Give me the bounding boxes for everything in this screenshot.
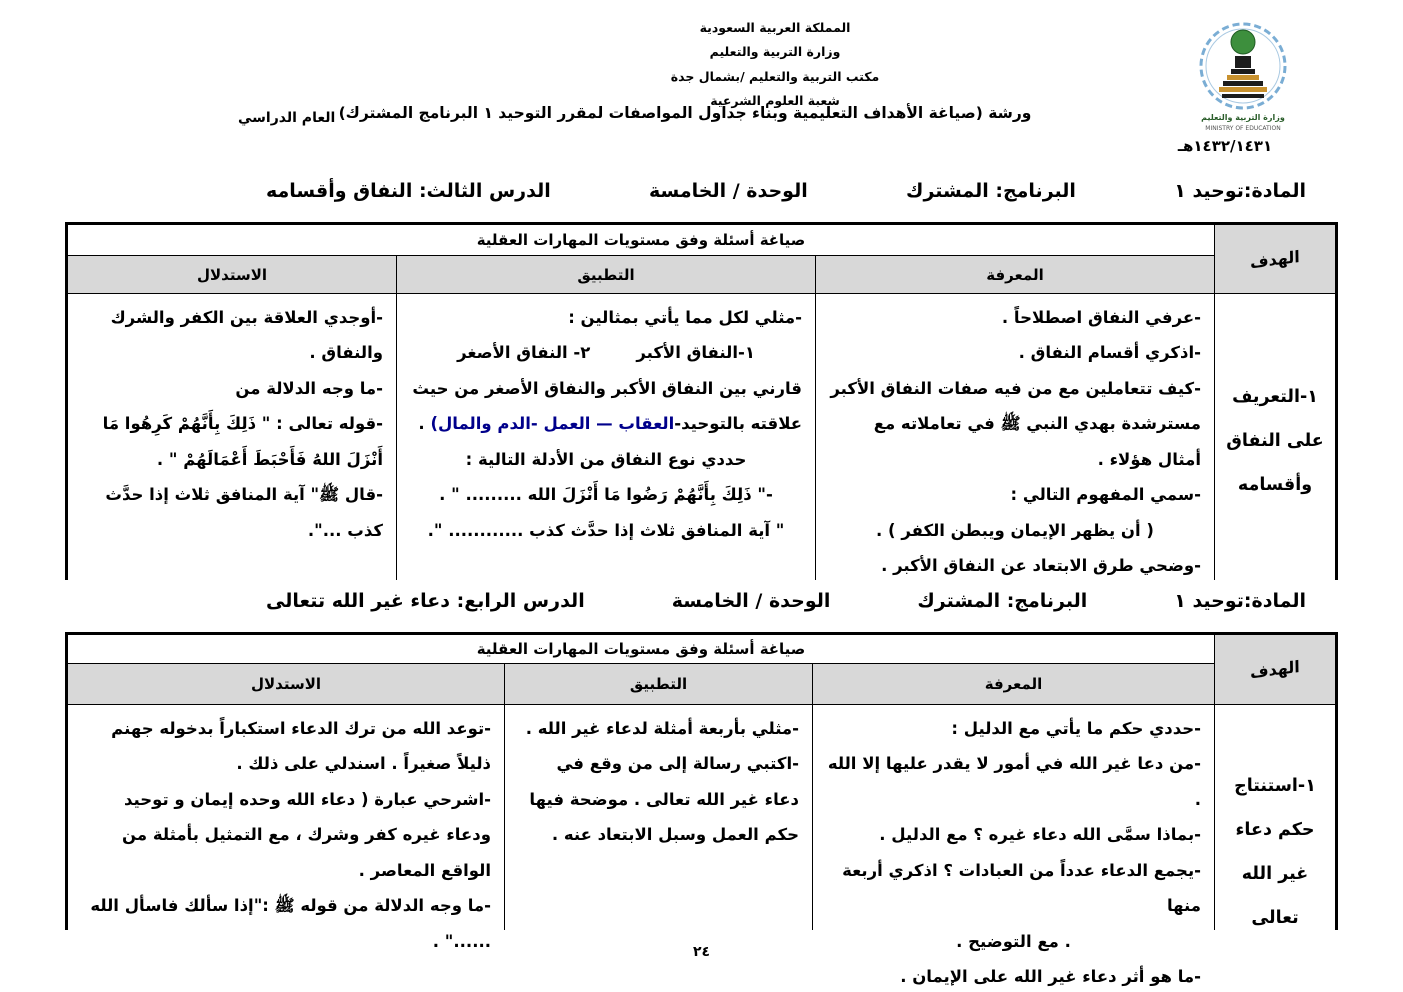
org-line-ministry: وزارة التربية والتعليم xyxy=(709,44,841,60)
org-line-division: شعبة العلوم الشرعية xyxy=(710,93,840,109)
question-line: -بماذا سمَّى الله دعاء غيره ؟ مع الدليل . xyxy=(879,825,1201,845)
lesson-info-line-2 xyxy=(266,590,1306,612)
application-column-header: التطبيق xyxy=(397,256,815,293)
inference-column-header: الاستدلال xyxy=(68,256,396,293)
logo-caption-arabic: وزارة التربية والتعليم xyxy=(1201,113,1285,122)
application-column-header: التطبيق xyxy=(505,664,812,704)
question-line: -اكتبي رسالة إلى من وقع في دعاء غير الله تعالى . موضحة فيها حكم العمل وسبل الابتعاد عنه . xyxy=(529,754,799,845)
question-line: -يجمع الدعاء عدداً من العبادات ؟ اذكري أربعة منها xyxy=(842,860,1201,916)
page-number: ٢٤ xyxy=(692,944,711,960)
org-line-country: المملكة العربية السعودية xyxy=(699,20,851,35)
question-line: -ما هو أثر دعاء غير الله على الإيمان . xyxy=(900,967,1201,987)
inference-column-header: الاستدلال xyxy=(68,664,504,704)
skills-table-lesson-3 xyxy=(65,222,1338,580)
lesson-info-line-1 xyxy=(266,180,1306,202)
question-line: " آية المنافق ثلاث إذا حدَّث كذب ............ ". xyxy=(427,520,785,540)
question-line: -مثلي بأربعة أمثلة لدعاء غير الله . xyxy=(525,719,799,738)
ministry-logo xyxy=(1188,20,1298,144)
logo-caption-english: MINISTRY OF EDUCATION xyxy=(1205,125,1281,132)
table-span-header: صياغة أسئلة وفق مستويات المهارات العقلية xyxy=(68,225,1214,255)
goal-cell: ١-التعريف على النفاق وأقسامه xyxy=(1215,294,1335,590)
question-line: ١-النفاق الأكبر ٢- النفاق الأصغر xyxy=(457,343,755,363)
goal-column-header: الهدف xyxy=(1215,225,1335,293)
knowledge-column-header: المعرفة xyxy=(816,256,1214,293)
question-line: -مثلي لكل مما يأتي بمثالين : xyxy=(568,308,802,327)
org-line-office: مكتب التربية والتعليم /بشمال جدة xyxy=(670,68,880,84)
question-line: ( أن يظهر الإيمان ويبطن الكفر ) . xyxy=(876,520,1154,540)
org-header-block xyxy=(480,16,1070,114)
unit-label: الوحدة / الخامسة xyxy=(671,590,831,612)
table-span-header: صياغة أسئلة وفق مستويات المهارات العقلية xyxy=(68,635,1214,663)
hijri-year: ١٤٣٢/١٤٣١هـ xyxy=(1177,137,1273,155)
question-line: -سمي المفهوم التالي : xyxy=(1010,485,1201,505)
question-line: -اشرحي عبارة ( دعاء الله وحده إيمان و توحيد ودعاء غيره كفر وشرك ، مع التمثيل بأمثلة من الواقع المعاصر . xyxy=(122,789,491,880)
subject-label: المادة:توحيد ١ xyxy=(1174,180,1306,202)
question-line: . مع التوضيح . xyxy=(956,931,1071,951)
goal-cell: ١-استنتاج حكم دعاء غير الله تعالى xyxy=(1215,705,1335,992)
question-line: -عرفي النفاق اصطلاحاً . xyxy=(1001,308,1201,327)
unit-label: الوحدة / الخامسة xyxy=(649,180,808,202)
question-line: -" ذَلِكَ بِأَنَّهُمْ رَضُوا مَا أَنْزَلَ الله ......... " . xyxy=(439,485,773,505)
question-line: -أوجدي العلاقة بين الكفر والشرك والنفاق . xyxy=(110,308,383,363)
program-label: البرنامج: المشترك xyxy=(917,590,1088,612)
highlighted-terms: العقاب — العمل -الدم والمال) xyxy=(430,414,675,434)
question-line: -من دعا غير الله في أمور لا يقدر عليها إلا الله . xyxy=(827,754,1201,809)
question-line: -ما وجه الدلالة من قوله ﷺ :"إذا سألك فاسأل الله ......" . xyxy=(90,896,491,951)
question-line-mixed: قارني بين النفاق الأكبر والنفاق الأصغر من حيث علاقته بالتوحيد-العقاب — العمل -الدم والمال) . xyxy=(412,378,802,434)
ministry-emblem-icon xyxy=(1191,20,1295,140)
inference-cell xyxy=(68,294,396,590)
question-line: حددي نوع النفاق من الأدلة التالية : xyxy=(465,449,747,469)
question-line: -ما وجه الدلالة من xyxy=(235,378,383,398)
question-line: -كيف تتعاملين مع من فيه صفات النفاق الأكبر مسترشدة بهدي النبي ﷺ في تعاملاته مع أمثال هؤلاء . xyxy=(830,378,1201,469)
question-line: -حددي حكم ما يأتي مع الدليل : xyxy=(951,719,1201,738)
lesson-label: الدرس الرابع: دعاء غير الله تتعالى xyxy=(266,590,585,612)
subject-label: المادة:توحيد ١ xyxy=(1174,590,1306,612)
knowledge-cell xyxy=(816,294,1214,590)
academic-year-label: العام الدراسي xyxy=(238,110,336,126)
goal-column-header: الهدف xyxy=(1215,635,1335,704)
lesson-label: الدرس الثالث: النفاق وأقسامه xyxy=(266,180,551,202)
question-line: -قوله تعالى : " ذَلِكَ بِأَنَّهُمْ كَرِهُوا مَا أَنْزَلَ اللهُ فَأَحْبَطَ أَعْمَالَهُمْ " . xyxy=(102,414,383,469)
question-line: -توعد الله من ترك الدعاء استكباراً بدخوله جهنم ذليلاً صغيراً . اسندلي على ذلك . xyxy=(111,719,491,774)
worksheet-title: ورشة (صياغة الأهداف التعليمية وبناء جداول المواصفات لمقرر التوحيد ١ البرنامج المشترك) xyxy=(338,104,1032,122)
program-label: البرنامج: المشترك xyxy=(906,180,1076,202)
question-line: -اذكري أقسام النفاق . xyxy=(1018,343,1201,363)
question-line: -قال ﷺ" آية المنافق ثلاث إذا حدَّث كذب ...". xyxy=(105,485,383,540)
application-cell xyxy=(397,294,815,590)
knowledge-column-header: المعرفة xyxy=(813,664,1214,704)
question-line: -وضحي طرق الابتعاد عن النفاق الأكبر . xyxy=(881,556,1201,576)
